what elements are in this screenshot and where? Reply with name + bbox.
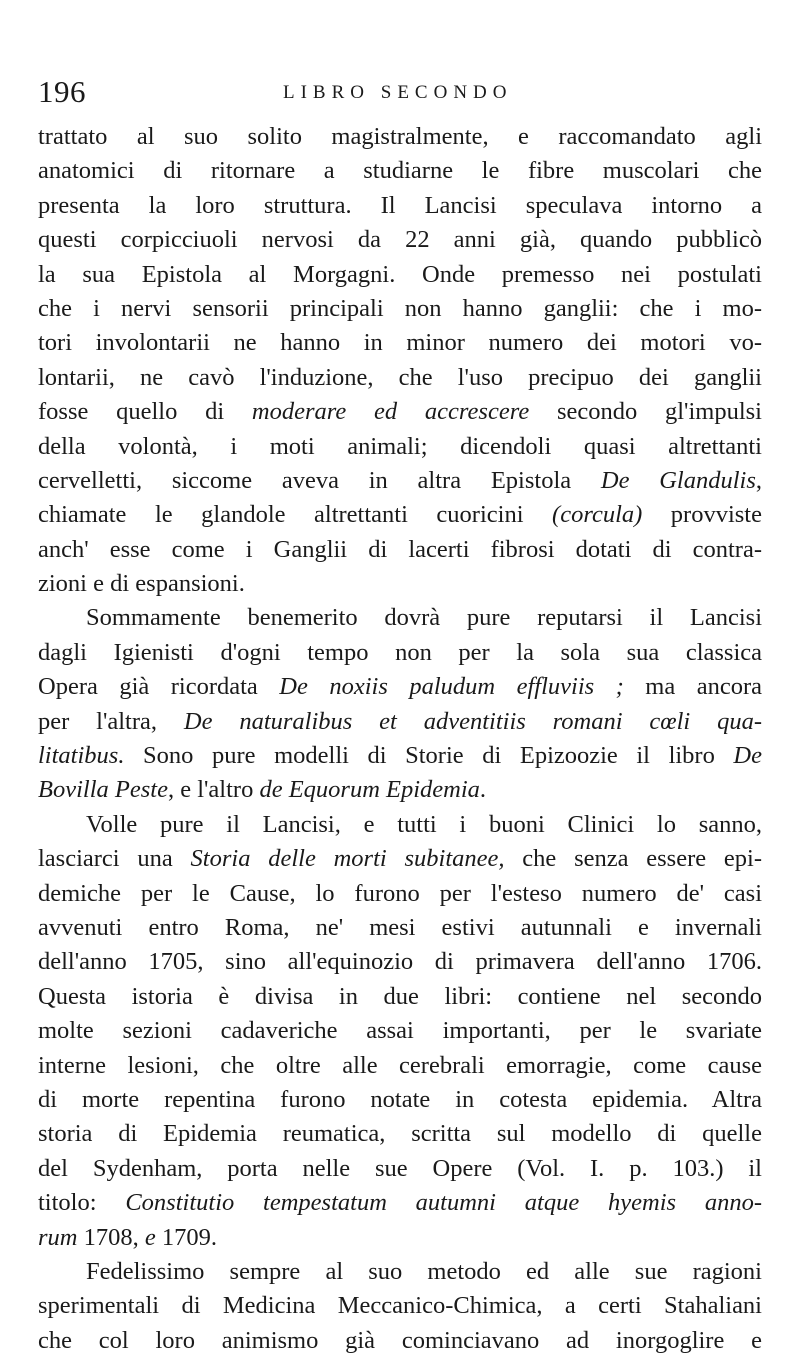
text-line [38,567,762,601]
page-number: 196 [38,74,86,109]
italic-phrase: Bovilla Peste [38,776,168,804]
text-line [38,1255,762,1289]
text-line [38,258,762,292]
italic-phrase: De [733,742,762,770]
text-run: la sua Epistola al Morgagni. Onde premesso nei postulati [38,260,762,288]
text-line [38,1289,762,1323]
text-run: molte sezioni cadaveriche assai importanti, per le svariate [38,1017,762,1045]
text-line [38,911,762,945]
text-run: chiamate le glandole altrettanti cuoricini [38,501,553,529]
italic-phrase: litatibus. [38,742,125,770]
text-run: zioni e di espansioni. [38,570,245,598]
text-line [38,601,762,635]
text-line [38,842,762,876]
text-line [38,1324,762,1358]
body-text [38,120,762,1358]
text-line [38,361,762,395]
text-run: per l'altra, [38,707,184,735]
text-run: di morte repentina furono notate in cotesta epidemia. Altra [38,1085,762,1113]
italic-phrase: De naturalibus et adventitiis romani cœli qua- [183,707,762,735]
text-line [38,945,762,979]
text-line [38,292,762,326]
italic-phrase: Storia delle morti subitanee, [190,845,505,873]
text-run: Sommamente benemerito dovrà pure reputarsi il Lancisi [86,604,762,632]
text-run: presenta la loro struttura. Il Lancisi speculava intorno a [38,191,762,219]
text-run: anatomici di ritornare a studiarne le fibre muscolari che [38,157,762,185]
text-line [38,739,762,773]
text-run: lasciarci una [38,845,191,873]
text-line [38,1014,762,1048]
text-line [38,498,762,532]
text-run: interne lesioni, che oltre alle cerebrali emorragie, come cause [38,1051,762,1079]
text-run: sperimentali di Medicina Meccanico-Chimica, a certi Stahaliani [38,1292,762,1320]
text-line [38,533,762,567]
text-run: Opera già ricordata [38,673,280,701]
text-run: , e l'altro [167,776,260,804]
text-run: del Sydenham, porta nelle sue Opere (Vol. I. p. 103.) il [38,1154,762,1182]
text-line [38,1186,762,1220]
text-run: secondo gl'impulsi [529,398,762,426]
text-run: trattato al suo solito magistralmente, e raccomandato agli [38,123,762,150]
text-run: che col loro animismo già cominciavano ad inorgoglire e [38,1326,762,1354]
text-line [38,464,762,498]
text-line [38,154,762,188]
text-run: provviste [642,501,762,529]
text-run: titolo: [38,1189,126,1217]
text-run: storia di Epidemia reumatica, scritta sul modello di quelle [38,1120,762,1148]
running-title: LIBRO SECONDO [283,82,513,103]
italic-phrase: Constitutio tempestatum autumni atque hyemis anno- [125,1189,762,1217]
text-line [38,1152,762,1186]
text-line [38,326,762,360]
text-run: . [479,776,487,804]
text-run: questi corpicciuoli nervosi da 22 anni già, quando pubblicò [38,226,762,254]
text-line [38,120,762,154]
text-line [38,395,762,429]
text-run: anch' esse come i Ganglii di lacerti fibrosi dotati di contra- [38,535,762,563]
text-run: 1708, [77,1223,145,1251]
text-run: della volontà, i moti animali; dicendoli quasi altrettanti [38,432,762,460]
text-run: demiche per le Cause, lo furono per l'esteso numero de' casi [38,879,762,907]
text-line [38,636,762,670]
italic-phrase: rum [38,1223,78,1251]
text-line [38,223,762,257]
text-line [38,877,762,911]
italic-phrase: De Glandulis [600,466,756,494]
text-line [38,808,762,842]
text-line [38,189,762,223]
text-line [38,1083,762,1117]
text-run: Volle pure il Lancisi, e tutti i buoni Clinici lo sanno, [86,810,762,838]
italic-phrase: e [144,1223,156,1251]
text-line [38,1117,762,1151]
text-run: che i nervi sensorii principali non hanno ganglii: che i mo- [38,294,762,322]
text-run: cervelletti, siccome aveva in altra Epistola [38,466,601,494]
text-line [38,773,762,807]
text-line [38,430,762,464]
italic-phrase: de Equorum Epidemia [259,776,480,804]
italic-phrase: (corcula) [552,501,643,529]
italic-phrase: De noxiis paludum effluviis ; [279,673,624,701]
text-run: fosse quello di [38,398,252,426]
text-line [38,705,762,739]
italic-phrase: moderare ed accrescere [251,398,530,426]
text-line [38,670,762,704]
text-line [38,980,762,1014]
text-run: dagli Igienisti d'ogni tempo non per la sola sua classica [38,638,762,666]
text-run: che senza essere epi- [504,845,762,873]
text-run: ma ancora [623,673,762,701]
page-header [38,72,762,118]
text-line [38,1049,762,1083]
text-run: dell'anno 1705, sino all'equinozio di primavera dell'anno 1706. [38,948,762,976]
text-run: Fedelissimo sempre al suo metodo ed alle sue ragioni [86,1257,762,1285]
text-run: 1709. [155,1223,217,1251]
text-line [38,1221,762,1255]
text-run: tori involontarii ne hanno in minor numero dei motori vo- [38,329,762,357]
text-run: avvenuti entro Roma, ne' mesi estivi autunnali e invernali [38,913,762,941]
text-run: Sono pure modelli di Storie di Epizoozie il libro [124,742,734,770]
text-run: lontarii, ne cavò l'induzione, che l'uso precipuo dei ganglii [38,363,762,391]
text-run: Questa istoria è divisa in due libri: contiene nel secondo [38,982,762,1010]
text-run: , [755,466,762,494]
